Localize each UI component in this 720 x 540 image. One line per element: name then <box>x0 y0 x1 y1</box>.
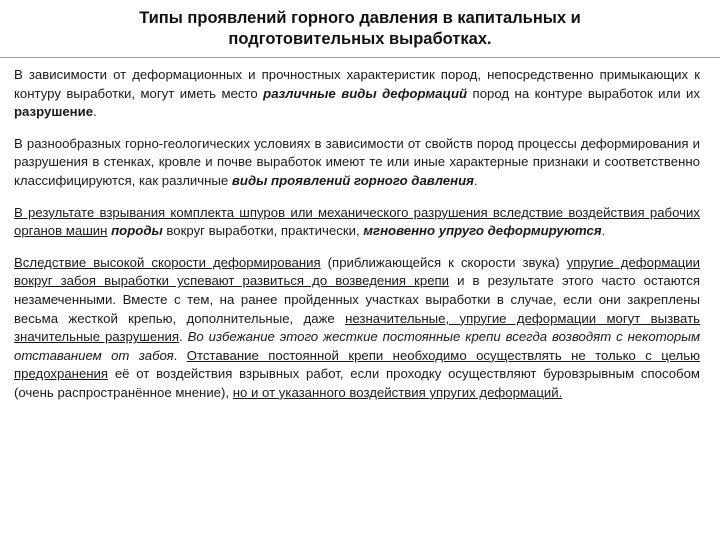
p4-underlined: Отставание постоянной крепи необходимо осуществлять не только с целью предохранения <box>14 347 701 382</box>
paragraph-2 <box>14 135 700 191</box>
p4-underlined: упругие деформации вокруг забоя выработки успевают развиться до возведения крепи <box>14 254 701 289</box>
p2-emphasis: виды проявлений горного давления <box>231 172 474 188</box>
p4-text: (приближающейся к скорости звука) <box>320 254 567 270</box>
title-divider <box>0 57 720 58</box>
p1-text: пород на контуре выработок или их <box>467 85 700 101</box>
p2-text: . <box>473 172 478 188</box>
p4-text: . <box>173 347 187 363</box>
p4-text: её от воздействия взрывных работ, если проходку осуществляют буровзрывным способом (очень распространённое мнение), <box>14 366 700 400</box>
p4-text: и в результате этого часто остаются незамеченными. Вместе с тем, на ранее пройденных участках выработки в случае, если они закреплены весьма жесткой крепью, дополнительные, даже <box>14 273 700 326</box>
title-line-2: подготовительных выработках. <box>228 30 492 48</box>
title-line-1: Типы проявлений горного давления в капитальных и <box>139 9 581 27</box>
slide-body <box>14 66 700 403</box>
p3-text: вокруг выработки, практически, <box>162 223 364 239</box>
slide-title <box>60 8 660 50</box>
p3-emphasis: породы <box>107 223 163 239</box>
p4-underlined: незначительные, упругие деформации могут вызвать значительные разрушения <box>14 310 700 345</box>
paragraph-3 <box>14 204 700 241</box>
p4-italic: Во избежание этого жесткие постоянные крепи всегда возводят с некоторым отставанием от забоя <box>14 329 700 363</box>
p4-underlined: но и от указанного воздействия упругих деформаций. <box>232 384 563 400</box>
p2-text: В разнообразных горно-геологических условиях в зависимости от свойств пород процессы деформирования и разрушения в стенках, кровле и почве выработок имеют те или иные характерные признаки и соответственно классифицируются, как различные <box>14 135 700 188</box>
paragraph-4 <box>14 254 700 403</box>
p3-underlined: В результате взрывания комплекта шпуров или механического разрушения вследствие воздействия рабочих органов машин <box>14 204 700 239</box>
p1-emphasis: разрушение <box>14 104 94 120</box>
p3-text: . <box>601 223 606 239</box>
p4-text: . <box>179 329 188 345</box>
p1-text: В зависимости от деформационных и прочностных характеристик пород, непосредственно примыкающих к контуру выработки, могут иметь место <box>14 67 700 101</box>
paragraph-1 <box>14 66 700 122</box>
p1-text: . <box>93 104 97 120</box>
p4-underlined: Вследствие высокой скорости деформирования <box>14 254 321 270</box>
p3-emphasis: мгновенно упруго деформируются <box>363 223 602 239</box>
p1-emphasis: различные виды деформаций <box>263 85 468 101</box>
